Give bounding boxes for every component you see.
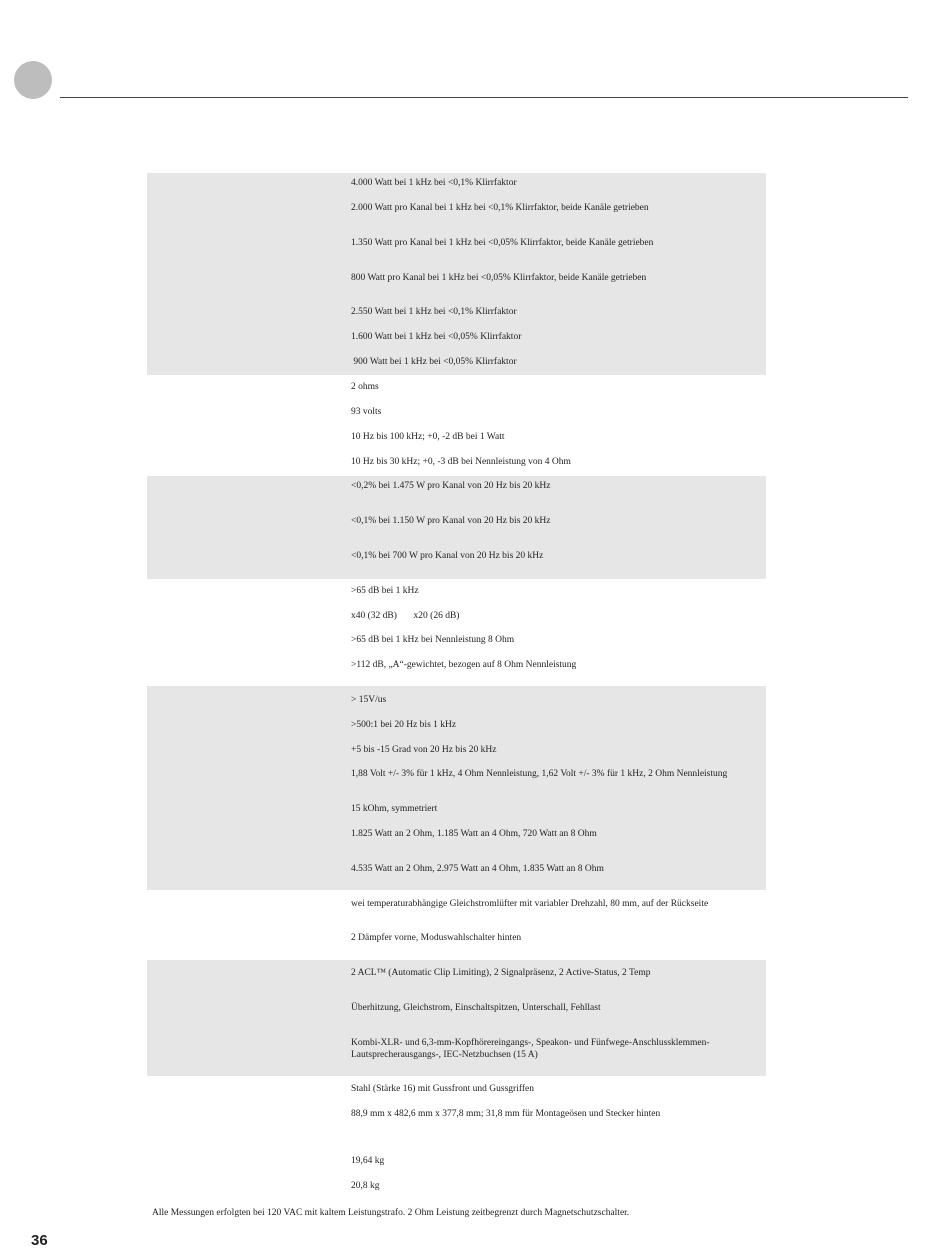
- decorative-circle: [14, 61, 52, 99]
- spec-line: +5 bis -15 Grad von 20 Hz bis 20 kHz: [351, 745, 497, 755]
- spec-line: 1.350 Watt pro Kanal bei 1 kHz bei <0,05% Klirrfaktor, beide Kanäle getrieben: [351, 238, 654, 248]
- page-number: 36: [31, 1232, 48, 1249]
- spec-line: 2 Dämpfer vorne, Moduswahlschalter hinten: [351, 933, 522, 943]
- spec-line: 2 ohms: [351, 382, 379, 392]
- spec-line: >65 dB bei 1 kHz bei Nennleistung 8 Ohm: [351, 635, 515, 645]
- spec-line: 19,64 kg: [351, 1156, 385, 1166]
- spec-line: 800 Watt pro Kanal bei 1 kHz bei <0,05% Klirrfaktor, beide Kanäle getrieben: [351, 273, 647, 283]
- spec-line: <0,1% bei 700 W pro Kanal von 20 Hz bis 20 kHz: [351, 551, 544, 561]
- spec-line: Kombi-XLR- und 6,3-mm-Kopfhörereingangs-, Speakon- und Fünfwege-Anschlussklemmen-Lautsprecherausgangs-, IEC-Netzbuchsen (15 A): [351, 1038, 710, 1060]
- spec-line: 4.535 Watt an 2 Ohm, 2.975 Watt an 4 Ohm, 1.835 Watt an 8 Ohm: [351, 864, 604, 874]
- spec-line: 93 volts: [351, 407, 382, 417]
- header-rule: [60, 97, 908, 98]
- spec-line: x40 (32 dB) x20 (26 dB): [351, 611, 460, 621]
- spec-line: 900 Watt bei 1 kHz bei <0,05% Klirrfaktor: [351, 357, 517, 367]
- spec-line: 2.000 Watt pro Kanal bei 1 kHz bei <0,1% Klirrfaktor, beide Kanäle getrieben: [351, 203, 649, 213]
- spec-line: 10 Hz bis 30 kHz; +0, -3 dB bei Nennleistung von 4 Ohm: [351, 457, 571, 467]
- spec-line: 15 kOhm, symmetriert: [351, 804, 438, 814]
- spec-line: 1,88 Volt +/- 3% für 1 kHz, 4 Ohm Nennleistung, 1,62 Volt +/- 3% für 1 kHz, 2 Ohm Nennleistung: [351, 769, 728, 779]
- spec-line: 4.000 Watt bei 1 kHz bei <0,1% Klirrfaktor: [351, 178, 517, 188]
- spec-line: 88,9 mm x 482,6 mm x 377,8 mm; 31,8 mm für Montageösen und Stecker hinten: [351, 1109, 661, 1119]
- spec-line: >65 dB bei 1 kHz: [351, 586, 419, 596]
- spec-line: > 15V/us: [351, 695, 387, 705]
- footnote: Alle Messungen erfolgten bei 120 VAC mit kaltem Leistungstrafo. 2 Ohm Leistung zeitbegrenzt durch Magnetschutzschalter.: [152, 1208, 630, 1218]
- spec-line: wei temperaturabhängige Gleichstromlüfter mit variabler Drehzahl, 80 mm, auf der Rückseite: [351, 899, 709, 909]
- spec-line: 20,8 kg: [351, 1181, 380, 1191]
- spec-line: Überhitzung, Gleichstrom, Einschaltspitzen, Unterschall, Fehllast: [351, 1003, 601, 1013]
- spec-line: 2.550 Watt bei 1 kHz bei <0,1% Klirrfaktor: [351, 307, 517, 317]
- spec-line: 10 Hz bis 100 kHz; +0, -2 dB bei 1 Watt: [351, 432, 505, 442]
- spec-line: <0,2% bei 1.475 W pro Kanal von 20 Hz bis 20 kHz: [351, 481, 551, 491]
- spec-line: <0,1% bei 1.150 W pro Kanal von 20 Hz bis 20 kHz: [351, 516, 551, 526]
- spec-line: >112 dB, „A“-gewichtet, bezogen auf 8 Ohm Nennleistung: [351, 660, 577, 670]
- spec-line: 2 ACL™ (Automatic Clip Limiting), 2 Signalpräsenz, 2 Active-Status, 2 Temp: [351, 968, 651, 978]
- spec-line: >500:1 bei 20 Hz bis 1 kHz: [351, 720, 457, 730]
- spec-band-slew: [147, 686, 766, 890]
- spec-line: 1.600 Watt bei 1 kHz bei <0,05% Klirrfaktor: [351, 332, 522, 342]
- spec-line: Stahl (Stärke 16) mit Gussfront und Gussgriffen: [351, 1084, 534, 1094]
- spec-line: 1.825 Watt an 2 Ohm, 1.185 Watt an 4 Ohm, 720 Watt an 8 Ohm: [351, 829, 597, 839]
